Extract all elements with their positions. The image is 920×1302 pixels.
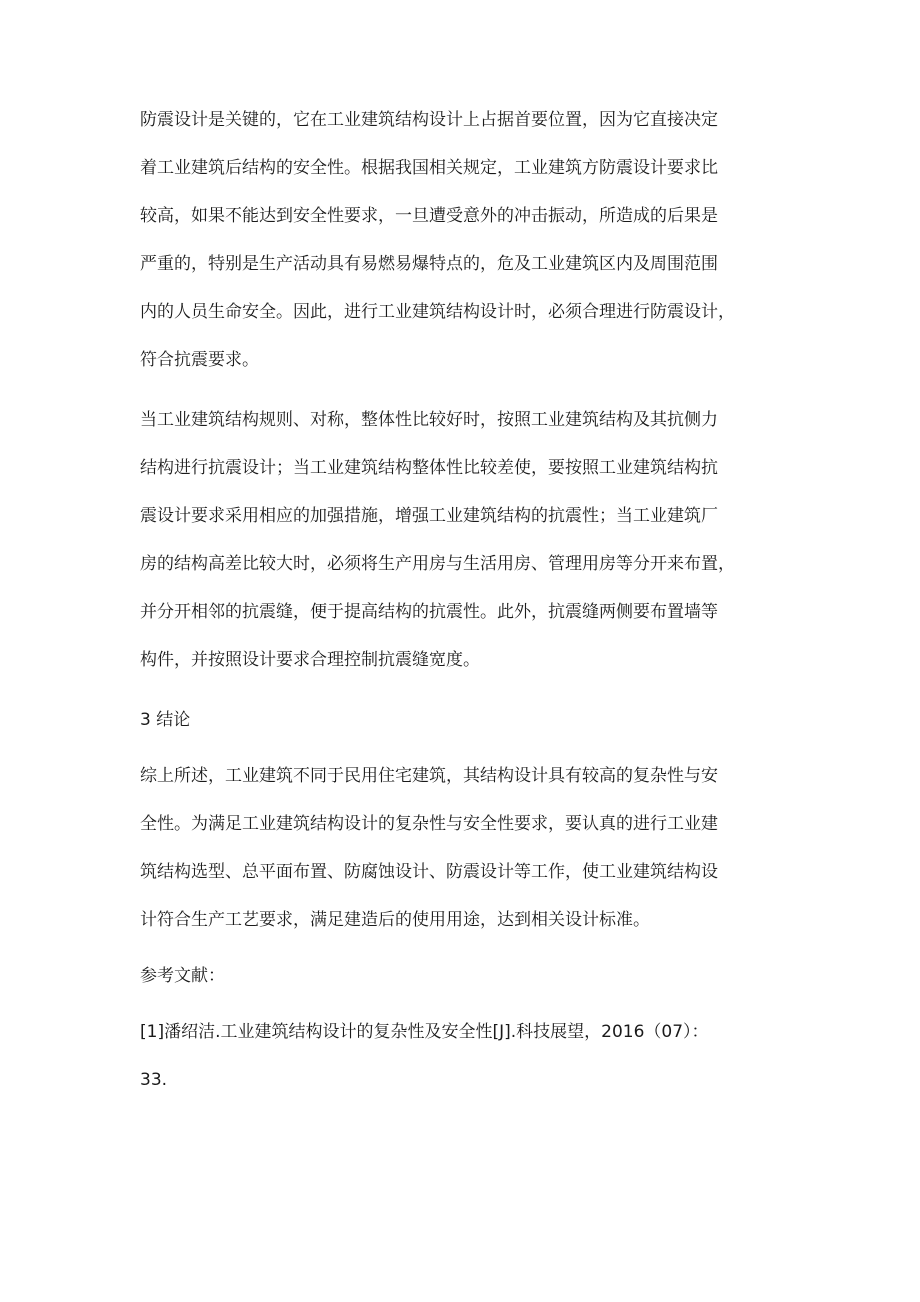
paragraph-1-line: 严重的，特别是生产活动具有易燃易爆特点的，危及工业建筑区内及周围范围 <box>140 254 718 274</box>
paragraph-1-line: 符合抗震要求。 <box>140 350 259 370</box>
paragraph-3-line: 综上所述，工业建筑不同于民用住宅建筑，其结构设计具有较高的复杂性与安 <box>140 766 718 786</box>
reference-1-line: [1]潘绍洁.工业建筑结构设计的复杂性及安全性[J].科技展望，2016（07）： <box>140 1022 709 1042</box>
paragraph-2-line: 当工业建筑结构规则、对称，整体性比较好时，按照工业建筑结构及其抗侧力 <box>140 410 718 430</box>
paragraph-3-line: 全性。为满足工业建筑结构设计的复杂性与安全性要求，要认真的进行工业建 <box>140 814 718 834</box>
paragraph-3-line: 筑结构选型、总平面布置、防腐蚀设计、防震设计等工作，使工业建筑结构设 <box>140 862 718 882</box>
paragraph-1-line: 较高，如果不能达到安全性要求，一旦遭受意外的冲击振动，所造成的后果是 <box>140 206 718 226</box>
paragraph-2-line: 结构进行抗震设计；当工业建筑结构整体性比较差使，要按照工业建筑结构抗 <box>140 458 718 478</box>
paragraph-2-line: 并分开相邻的抗震缝，便于提高结构的抗震性。此外，抗震缝两侧要布置墙等 <box>140 602 718 622</box>
paragraph-2-line: 构件，并按照设计要求合理控制抗震缝宽度。 <box>140 650 480 670</box>
paragraph-3-line: 计符合生产工艺要求，满足建造后的使用用途，达到相关设计标准。 <box>140 910 650 930</box>
paragraph-1-line: 内的人员生命安全。因此，进行工业建筑结构设计时，必须合理进行防震设计， <box>140 302 735 322</box>
references-heading: 参考文献： <box>140 966 225 986</box>
section-heading: 3 结论 <box>140 710 191 730</box>
paragraph-2-line: 房的结构高差比较大时，必须将生产用房与生活用房、管理用房等分开来布置， <box>140 554 735 574</box>
paragraph-2-line: 震设计要求采用相应的加强措施，增强工业建筑结构的抗震性；当工业建筑厂 <box>140 506 718 526</box>
paragraph-1-line: 着工业建筑后结构的安全性。根据我国相关规定，工业建筑方防震设计要求比 <box>140 158 718 178</box>
paragraph-1-line: 防震设计是关键的，它在工业建筑结构设计上占据首要位置，因为它直接决定 <box>140 110 718 130</box>
reference-1-line: 33. <box>140 1070 168 1090</box>
